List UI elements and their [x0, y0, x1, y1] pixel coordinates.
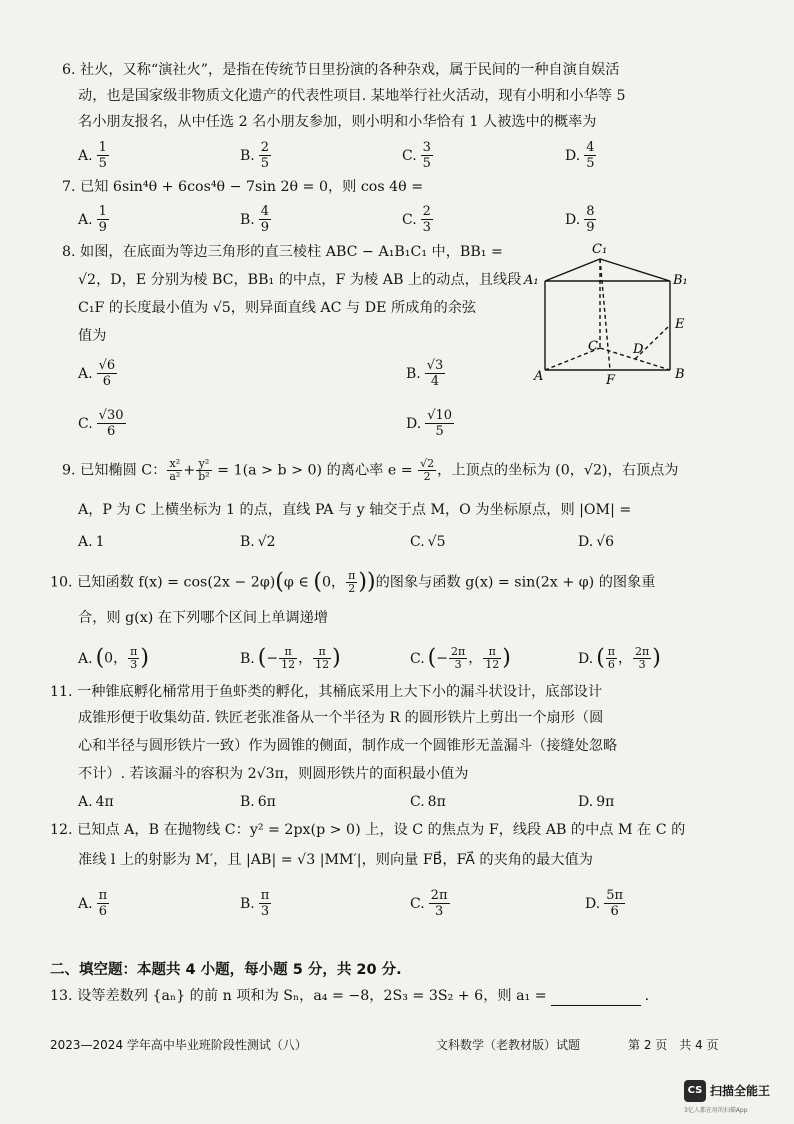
footer-exam-name: 2023—2024 学年高中毕业班阶段性测试（八） [50, 1038, 307, 1052]
q11-option-b: B. 6π [240, 794, 276, 810]
q10-line-2: 合，则 g(x) 在下列哪个区间上单调递增 [78, 610, 328, 626]
q10-line-1: 10. 已知函数 f(x) = cos(2x − 2φ)(φ ∈ (0， $\frac{\pi}{2}$ ))的图象与函数 g(x) = sin(2x + φ) 的图象重 [50, 569, 656, 595]
scanner-watermark [684, 1078, 784, 1118]
q8-line-3: C₁F 的长度最小值为 √5，则异面直线 AC 与 DE 所成角的余弦 [78, 300, 477, 316]
q11-line-1: 11. 一种锥底孵化桶常用于鱼虾类的孵化，其桶底采用上大下小的漏斗状设计，底部设计 [50, 684, 603, 700]
q11-option-d: D. 9π [578, 794, 615, 810]
q9-option-d: D. √6 [578, 534, 615, 550]
q10-option-a: A. (0， $\frac{\pi}{3}$ ) [78, 645, 149, 671]
prism-figure [520, 236, 700, 392]
q6-line-2: 动，也是国家级非物质文化遗产的代表性项目. 某地举行社火活动，现有小明和小华等 5 [78, 88, 626, 104]
q6-option-a: A. $\frac{1}{5}$ [78, 140, 107, 171]
watermark-subtitle: 3亿人都在用的扫描App [684, 1107, 748, 1114]
q10-option-d: D. ( $\frac{\pi}{6}$ ， $\frac{2\pi}{3}$ ) [578, 645, 661, 671]
q11-line-2: 成锥形便于收集幼苗. 铁匠老张准备从一个半径为 R 的圆形铁片上剪出一个扇形（圆 [78, 710, 604, 726]
q7-option-a: A. $\frac{1}{9}$ [78, 204, 107, 235]
q7-stem: 7. 已知 6sin⁴θ + 6cos⁴θ − 7sin 2θ = 0，则 cos 4θ = [62, 179, 424, 195]
label-d: D [633, 342, 644, 357]
q8-option-b: B. $\frac{√3}{4}$ [406, 358, 444, 389]
segment-c1f [600, 259, 610, 370]
q11-line-3: 心和半径与圆形铁片一致）作为圆锥的侧面，制作成一个圆锥形无盖漏斗（接缝处忽略 [78, 738, 618, 754]
footer-subject: 文科数学（老教材版）试题 [436, 1038, 581, 1052]
label-e: E [675, 317, 685, 332]
q7-option-c: C. $\frac{2}{3}$ [402, 204, 431, 235]
q9-option-b: B. √2 [240, 534, 276, 550]
top-face [545, 259, 670, 281]
q6-option-c: C. $\frac{3}{5}$ [402, 140, 431, 171]
label-f: F [606, 373, 616, 388]
camscanner-logo-icon: CS [684, 1080, 706, 1102]
q8-line-1: 8. 如图，在底面为等边三角形的直三棱柱 ABC − A₁B₁C₁ 中，BB₁ = [62, 244, 503, 260]
label-a: A [534, 369, 544, 384]
q9-option-a: A. 1 [78, 534, 105, 550]
label-c: C [588, 339, 598, 354]
q8-option-c: C. $\frac{√30}{6}$ [78, 408, 124, 439]
q13-line: 13. 设等差数列 {aₙ} 的前 n 项和为 Sₙ，a₄ = −8，2S₃ = 3S₂ + 6，则 a₁ = . [50, 988, 650, 1004]
q10-option-c: C. (− $\frac{2\pi}{3}$ ， $\frac{\pi}{12}$ ) [410, 645, 511, 671]
q11-line-4: 不计）. 若该漏斗的容积为 2√3π，则圆形铁片的面积最小值为 [78, 766, 469, 782]
q6-option-d: D. $\frac{4}{5}$ [565, 140, 595, 171]
footer-page-number: 第 2 页 共 4 页 [628, 1038, 719, 1052]
label-b1: B₁ [673, 273, 688, 288]
q11-option-c: C. 8π [410, 794, 446, 810]
answer-blank[interactable] [551, 991, 641, 1006]
q12-option-c: C. $\frac{2\pi}{3}$ [410, 888, 448, 919]
q6-line-3: 名小朋友报名，从中任选 2 名小朋友参加，则小明和小华恰有 1 人被选中的概率为 [78, 114, 597, 130]
label-c1: C₁ [592, 242, 608, 257]
q12-line-2: 准线 l 上的射影为 M′，且 |AB| = √3 |MM′|，则向量 FB⃗，FA⃗ 的夹角的最大值为 [78, 852, 593, 868]
section-title: 二、填空题：本题共 4 小题，每小题 5 分，共 20 分. [50, 962, 402, 978]
watermark-title: 扫描全能王 [710, 1084, 771, 1098]
q12-option-a: A. $\frac{\pi}{6}$ [78, 888, 108, 919]
q7-option-b: B. $\frac{4}{9}$ [240, 204, 270, 235]
q12-option-d: D. $\frac{5\pi}{6}$ [585, 888, 624, 919]
q6-option-b: B. $\frac{2}{5}$ [240, 140, 270, 171]
q10-option-b: B. (− $\frac{\pi}{12}$ ， $\frac{\pi}{12}$ ) [240, 645, 341, 671]
label-b: B [675, 367, 685, 382]
q8-option-d: D. $\frac{√10}{5}$ [406, 408, 453, 439]
q7-option-d: D. $\frac{8}{9}$ [565, 204, 595, 235]
q8-line-4: 值为 [78, 328, 107, 344]
q8-option-a: A. $\frac{√6}{6}$ [78, 358, 116, 389]
label-a1: A₁ [524, 273, 539, 288]
q9-line-2: A，P 为 C 上横坐标为 1 的点，直线 PA 与 y 轴交于点 M，O 为坐标原点，则 |OM| = [78, 502, 632, 518]
q9-line-1: 9. 已知椭圆 C： $\frac{\text{x²}}{\text{a²}}$ + $\frac{\text{y²}}{\text{b²}}$ = 1(a > b > 0) 的离心率 e = $\frac{√2}{2}$ ，上顶点的坐标为 (0，√2)，右顶点为 [62, 457, 679, 483]
q12-line-1: 12. 已知点 A，B 在抛物线 C：y² = 2px(p > 0) 上，设 C 的焦点为 F，线段 AB 的中点 M 在 C 的 [50, 822, 686, 838]
q11-option-a: A. 4π [78, 794, 114, 810]
q6-line-1: 6. 社火，又称“演社火”，是指在传统节日里扮演的各种杂戏，属于民间的一种自演自娱活 [62, 62, 620, 78]
q12-option-b: B. $\frac{\pi}{3}$ [240, 888, 270, 919]
q9-option-c: C. √5 [410, 534, 446, 550]
q8-line-2: √2，D，E 分别为棱 BC，BB₁ 的中点，F 为棱 AB 上的动点，且线段 [78, 272, 522, 288]
